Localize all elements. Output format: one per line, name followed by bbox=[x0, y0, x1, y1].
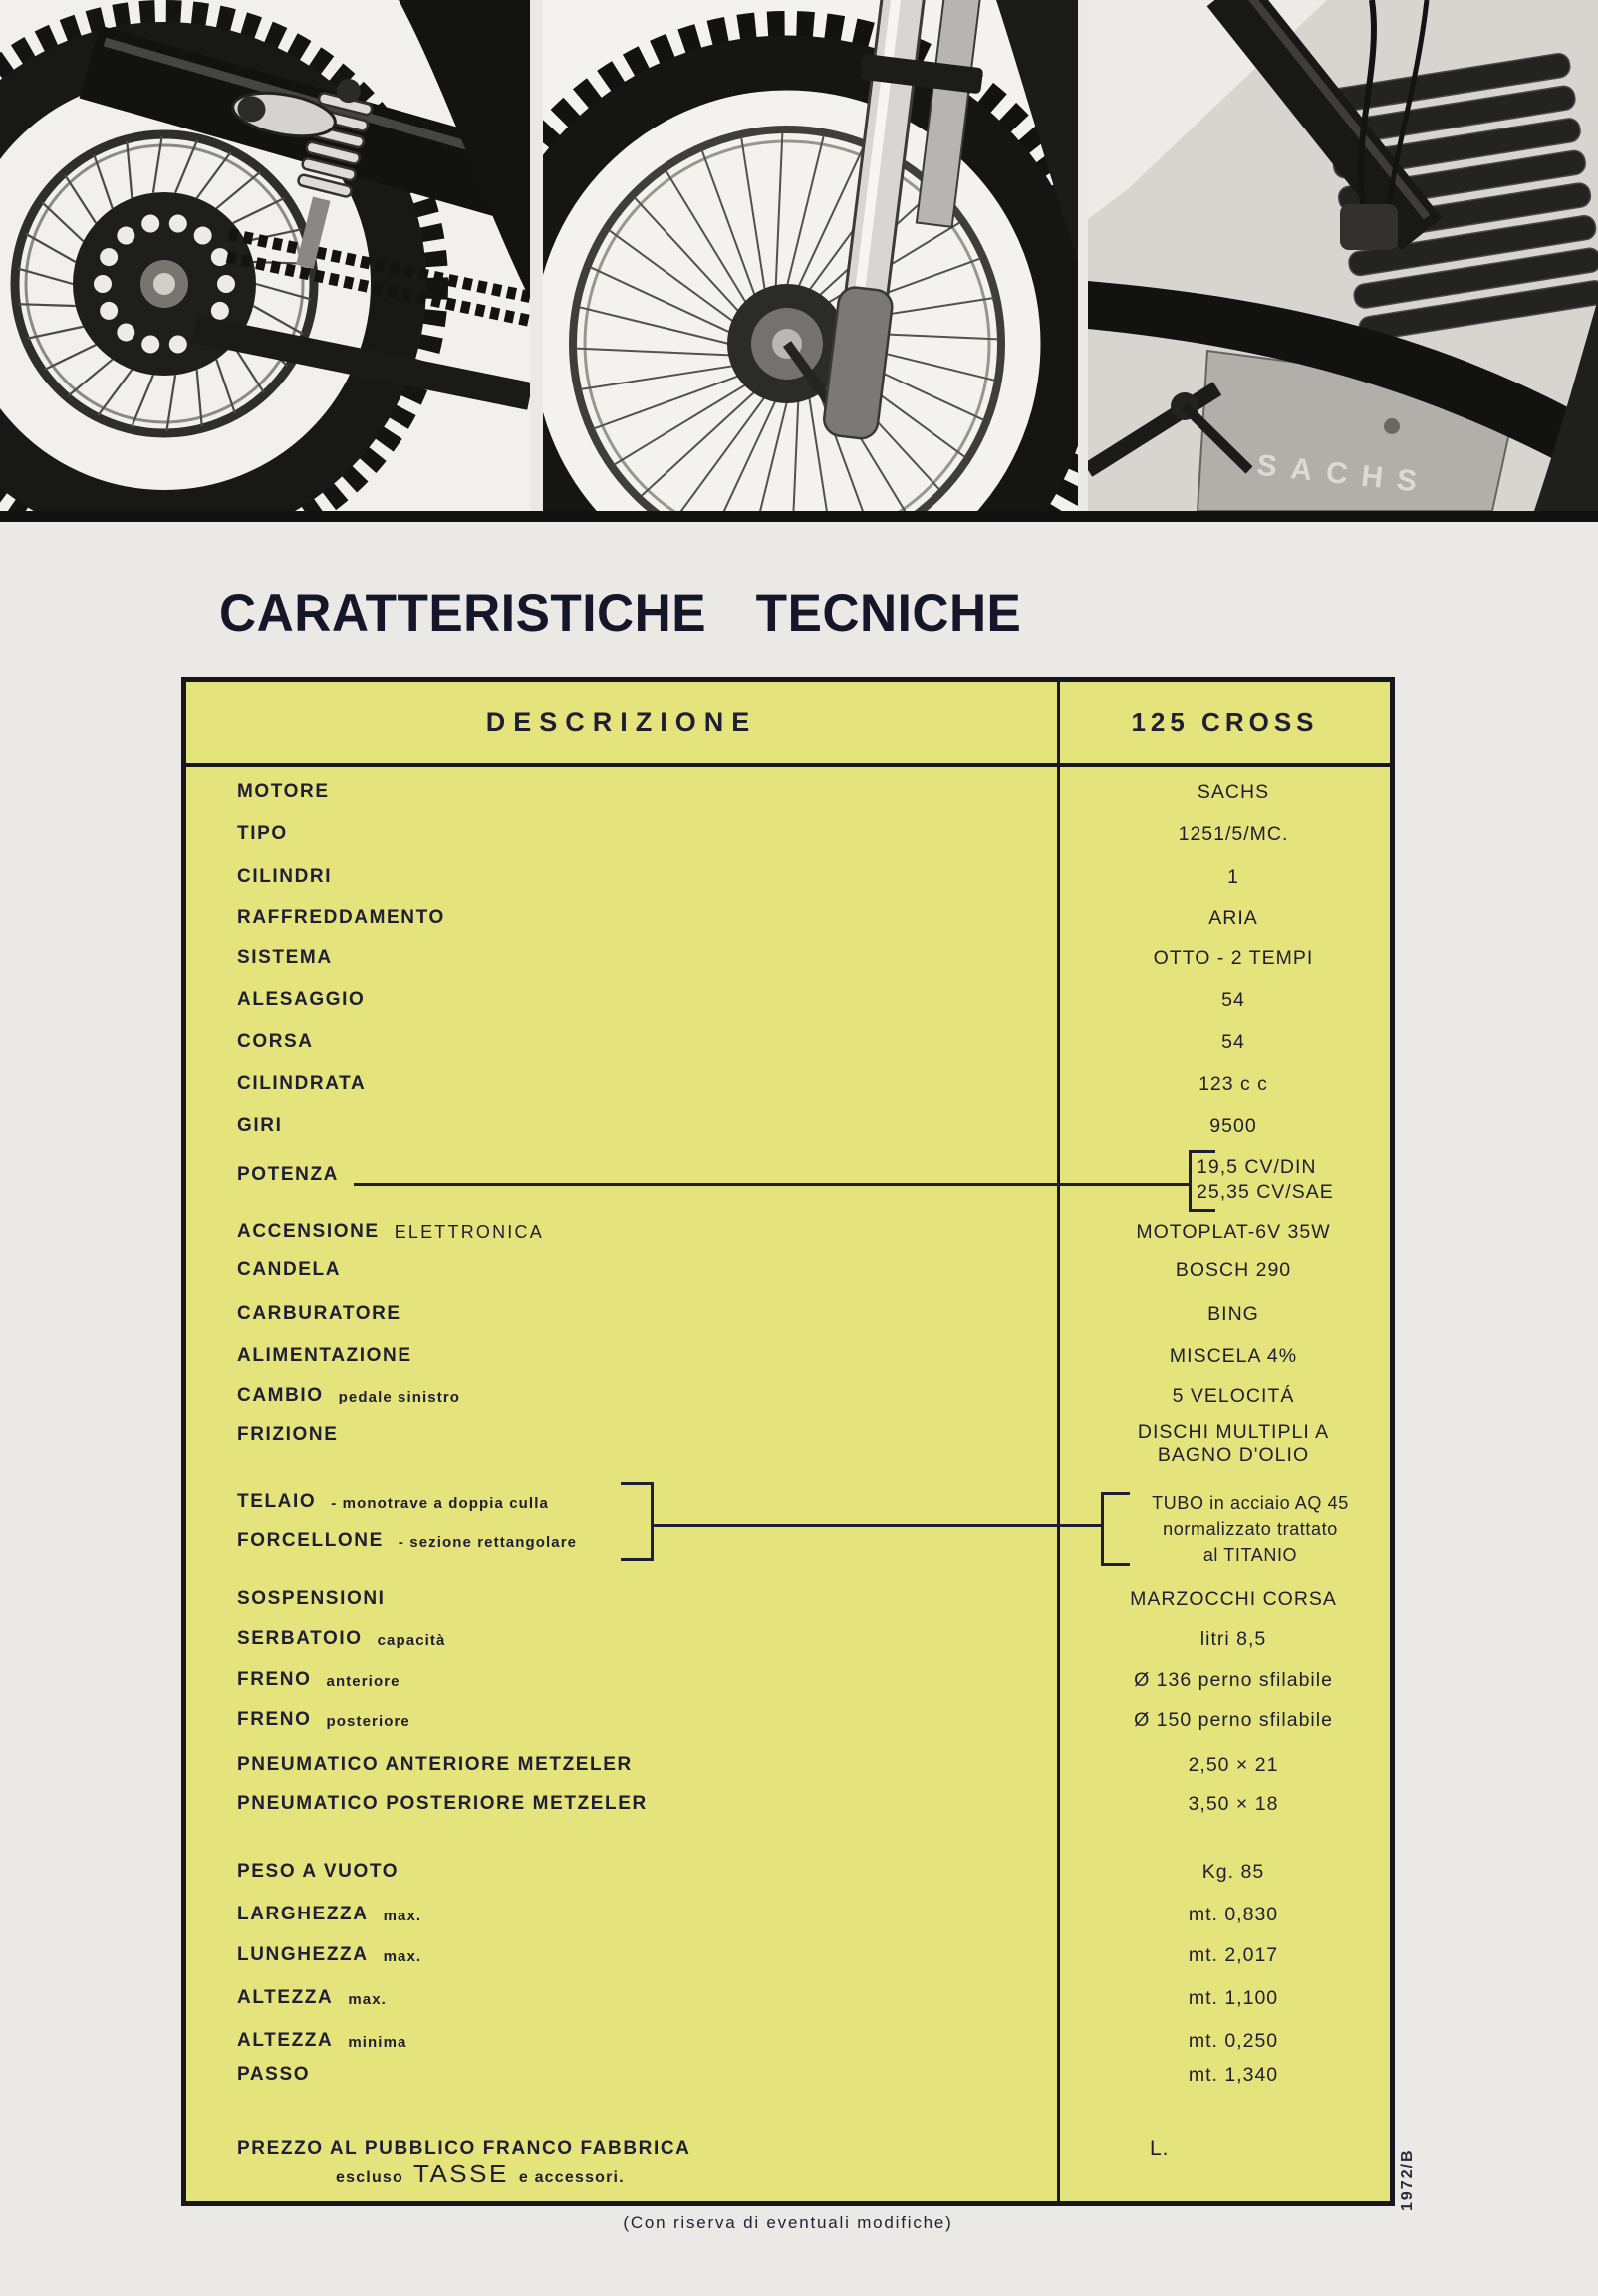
row-label: PASSO bbox=[237, 2064, 311, 2085]
spec-row bbox=[186, 1894, 1390, 1935]
row-value: OTTO - 2 TEMPI bbox=[1153, 946, 1314, 969]
telaio-values: TUBO in acciaio AQ 45 normalizzato trattato al TITANIO bbox=[1152, 1493, 1349, 1565]
row-label: PREZZO AL PUBBLICO FRANCO FABBRICA bbox=[237, 2138, 691, 2159]
page-title: CARATTERISTICHE TECNICHE bbox=[219, 584, 1022, 642]
row-label: ALTEZZA max. bbox=[237, 1987, 387, 2008]
potenza-connector-line bbox=[354, 1183, 1189, 1186]
spec-row bbox=[186, 1744, 1390, 1786]
row-label: PNEUMATICO ANTERIORE METZELER bbox=[237, 1754, 633, 1775]
spec-row bbox=[186, 813, 1390, 855]
spec-row bbox=[186, 1211, 1390, 1253]
row-value: 54 bbox=[1221, 988, 1245, 1011]
spec-row bbox=[186, 1021, 1390, 1063]
row-value: 3,50 × 18 bbox=[1188, 1792, 1279, 1815]
row-value: litri 8,5 bbox=[1199, 1627, 1267, 1650]
row-label: SISTEMA bbox=[237, 947, 333, 968]
spec-table bbox=[181, 677, 1395, 2206]
row-label: LARGHEZZA max. bbox=[237, 1904, 422, 1924]
row-label: ACCENSIONE ELETTRONICA bbox=[237, 1221, 544, 1242]
spec-row bbox=[186, 1105, 1390, 1147]
row-value: MARZOCCHI CORSA bbox=[1130, 1587, 1337, 1610]
spec-row bbox=[186, 2054, 1390, 2096]
spec-row bbox=[186, 1414, 1390, 1466]
spec-row bbox=[186, 1783, 1390, 1825]
row-label: ALTEZZA minima bbox=[237, 2030, 407, 2051]
spec-row bbox=[186, 1578, 1390, 1620]
spec-row bbox=[186, 979, 1390, 1021]
spec-row bbox=[186, 1699, 1390, 1741]
row-value: 5 VELOCITÁ bbox=[1172, 1384, 1295, 1406]
spec-row bbox=[186, 1618, 1390, 1659]
row-label: CILINDRI bbox=[237, 866, 333, 887]
telaio-connector-line bbox=[651, 1524, 1101, 1527]
photo-strip-divider-bar bbox=[0, 511, 1598, 522]
spec-row bbox=[186, 1249, 1390, 1291]
spec-row bbox=[186, 856, 1390, 897]
side-code: 1972/B bbox=[1399, 2148, 1416, 2211]
row-value: Ø 150 perno sfilabile bbox=[1134, 1708, 1333, 1731]
row-label: LUNGHEZZA max. bbox=[237, 1944, 422, 1965]
spec-row bbox=[186, 1063, 1390, 1105]
row-value: mt. 1,340 bbox=[1188, 2063, 1279, 2086]
spec-row bbox=[186, 1659, 1390, 1701]
spec-row bbox=[186, 1293, 1390, 1335]
row-label: SOSPENSIONI bbox=[237, 1588, 386, 1609]
descrizione-header: DESCRIZIONE bbox=[485, 707, 758, 737]
spec-row bbox=[186, 1851, 1390, 1893]
row-label: MOTORE bbox=[237, 781, 330, 802]
spec-row bbox=[186, 937, 1390, 979]
potenza-values: 19,5 CV/DIN 25,35 CV/SAE bbox=[1197, 1156, 1334, 1203]
row-label: SERBATOIO capacità bbox=[237, 1628, 446, 1649]
row-value: 1 bbox=[1227, 865, 1239, 888]
row-label: ALIMENTAZIONE bbox=[237, 1345, 412, 1366]
row-label: PNEUMATICO POSTERIORE METZELER bbox=[237, 1793, 648, 1814]
row-value: mt. 1,100 bbox=[1188, 1986, 1279, 2009]
row-value: BOSCH 290 bbox=[1175, 1258, 1292, 1281]
engine-photo bbox=[1088, 0, 1598, 511]
row-value: 9500 bbox=[1209, 1114, 1257, 1137]
row-label: CILINDRATA bbox=[237, 1073, 367, 1094]
row-label: RAFFREDDAMENTO bbox=[237, 907, 445, 928]
row-value: 54 bbox=[1221, 1030, 1245, 1053]
row-value: mt. 0,250 bbox=[1188, 2029, 1279, 2052]
rear-wheel-photo bbox=[0, 0, 530, 511]
row-value: 1251/5/MC. bbox=[1178, 822, 1289, 845]
row-value: 2,50 × 21 bbox=[1188, 1753, 1279, 1776]
row-label: FORCELLONE - sezione rettangolare bbox=[237, 1530, 578, 1551]
row-label: CARBURATORE bbox=[237, 1303, 401, 1324]
prezzo-subline: escluso TASSE e accessori. bbox=[336, 2159, 625, 2188]
row-value: mt. 0,830 bbox=[1188, 1903, 1279, 1925]
prezzo-value: L. bbox=[1150, 2137, 1170, 2160]
row-label: TIPO bbox=[237, 823, 288, 844]
engine-casing-text: SACHS bbox=[1255, 448, 1433, 500]
front-wheel-photo bbox=[543, 0, 1078, 511]
row-value: MOTOPLAT-6V 35W bbox=[1136, 1220, 1331, 1243]
spec-row bbox=[186, 771, 1390, 813]
row-value: Kg. 85 bbox=[1201, 1860, 1265, 1883]
row-value: BING bbox=[1207, 1302, 1259, 1325]
telaio-bracket-left bbox=[621, 1482, 654, 1561]
row-label: FRENO posteriore bbox=[237, 1709, 410, 1730]
row-label: GIRI bbox=[237, 1115, 283, 1136]
spec-row bbox=[186, 897, 1390, 939]
row-value: mt. 2,017 bbox=[1188, 1943, 1279, 1966]
footnote: (Con riserva di eventuali modifiche) bbox=[623, 2213, 953, 2232]
row-value: MISCELA 4% bbox=[1169, 1344, 1298, 1367]
row-label: FRIZIONE bbox=[237, 1424, 339, 1445]
spec-row bbox=[186, 1335, 1390, 1377]
row-value: SACHS bbox=[1197, 780, 1270, 803]
row-label: CANDELA bbox=[237, 1259, 342, 1280]
row-label: PESO A VUOTO bbox=[237, 1861, 400, 1882]
row-label: ALESAGGIO bbox=[237, 989, 366, 1010]
row-label: CORSA bbox=[237, 1031, 314, 1052]
spec-row bbox=[186, 1375, 1390, 1416]
header-underline bbox=[186, 763, 1390, 767]
row-label: CAMBIO pedale sinistro bbox=[237, 1385, 461, 1405]
row-value: ARIA bbox=[1208, 906, 1258, 929]
spec-row bbox=[186, 1934, 1390, 1976]
spec-row bbox=[186, 1977, 1390, 2019]
row-value: Ø 136 perno sfilabile bbox=[1134, 1668, 1333, 1691]
row-label: TELAIO - monotrave a doppia culla bbox=[237, 1491, 549, 1512]
row-value: DISCHI MULTIPLI A BAGNO D'OLIO bbox=[1137, 1421, 1330, 1466]
row-label: FRENO anteriore bbox=[237, 1669, 400, 1690]
row-label: POTENZA bbox=[237, 1164, 339, 1185]
row-value: 123 c c bbox=[1198, 1072, 1268, 1095]
model-header: 125 CROSS bbox=[1131, 707, 1319, 737]
